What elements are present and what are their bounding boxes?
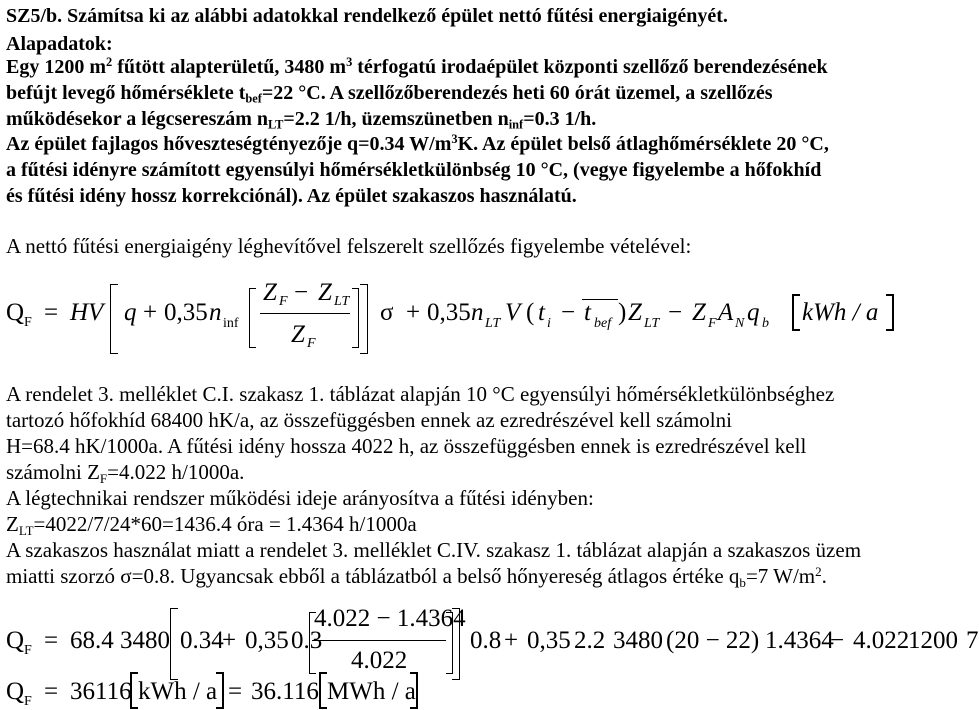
para-2: tartozó hőfokhíd 68400 hK/a, az összefüggésben ennek az ezredrészével kell számolni — [6, 408, 732, 432]
formula-q-sub: F — [24, 315, 32, 330]
frac-num-minus: − — [294, 279, 309, 306]
para-1: A rendelet 3. melléklet C.I. szakasz 1. táblázat alapján 10 °C egyensúlyi hőmérsékletkülönbséghez — [6, 382, 835, 406]
para-6: $Z_{LT}=4022/7/24*60=1436.4$ óra = 1.4364 h/1000a — [6, 512, 417, 538]
calc1-ninf: 0.3 — [291, 627, 323, 654]
task-line-8: és fűtési idény hossz korrekciónál). Az épület szakaszos használatú. — [6, 185, 577, 207]
calc1-v2: 3480 — [613, 627, 663, 654]
result-q: Q — [6, 678, 25, 705]
formula-qb: q — [747, 299, 760, 326]
formula-const2: 0,35 — [427, 299, 471, 326]
task-line-6: Az épület fajlagos hőveszteségtényezője q=0.34 $W/m^3K$. Az épület belső átlaghőmérséklete 20 °C, — [6, 132, 829, 155]
formula-n2-sub: LT — [485, 316, 501, 331]
result-bracket-1-left — [130, 672, 138, 709]
formula-q-small: q — [124, 299, 137, 326]
para-5: A légtechnikai rendszer működési ideje arányosítva a fűtési idényben: — [6, 486, 594, 510]
unit-bracket-left — [792, 294, 800, 331]
calc1-minus: − — [830, 627, 845, 654]
formula-rparen: ) — [618, 299, 627, 326]
formula-plus: + — [143, 299, 158, 326]
para-3: H=68.4 hK/1000a. A fűtési idény hossza 4022 h, az összefüggésben ennek is ezredrészével kell — [6, 434, 807, 458]
formula-zf: Z — [692, 299, 706, 326]
calc1-bracket-left — [170, 608, 178, 680]
formula-tbef: t — [584, 299, 591, 326]
formula-zlt: Z — [628, 299, 642, 326]
result-bracket-2-right — [410, 672, 418, 709]
formula-minus3: − — [668, 299, 683, 326]
frac-num-zlt-sub: LT — [334, 294, 350, 309]
formula-unit: kWh / a — [802, 299, 879, 326]
result-q-sub: F — [24, 694, 32, 709]
calc1-denominator: 4.022 — [351, 647, 408, 674]
result-eq: = — [44, 678, 59, 705]
calc1-h: 68.4 — [70, 627, 114, 654]
calc1-eq: = — [44, 627, 59, 654]
result-eq2: = — [228, 678, 243, 705]
frac-den-zf-sub: F — [307, 336, 316, 351]
calc1-plus2: + — [504, 627, 519, 654]
calc1-zf: 4.022 — [853, 627, 910, 654]
calc1-zlt: 1.4364 — [765, 627, 834, 654]
formula-ti: t — [538, 299, 545, 326]
formula-n-sub: inf — [223, 316, 239, 331]
calc1-v: 3480 — [120, 627, 170, 654]
tbef-overline — [582, 299, 618, 300]
task-line-7: a fűtési idényre számított egyensúlyi hőmérsékletkülönbség 10 °C, (vegye figyelembe a hőfokhíd — [6, 159, 822, 181]
result-bracket-2-left — [319, 672, 327, 709]
formula-qb-sub: b — [762, 316, 769, 331]
calc1-q-val: 0.34 — [180, 627, 224, 654]
calc1-fraction-bar — [312, 640, 446, 641]
paren-right — [352, 288, 359, 348]
calc1-const: 0,35 — [245, 627, 289, 654]
result-value-kwh: 36116 — [70, 678, 132, 705]
calc1-const2: 0,35 — [527, 627, 571, 654]
formula-a: A — [718, 299, 734, 326]
formula-a-sub: N — [735, 316, 745, 331]
result-bracket-1-right — [216, 672, 224, 709]
result-unit-mwh: MWh / a — [327, 678, 416, 705]
frac-num-zf: Z — [263, 279, 277, 306]
frac-num-zlt: Z — [318, 279, 332, 306]
task-line-4: befújt levegő hőmérséklete $t_{bef}=22$ °C. A szellőzőberendezés heti 60 órát üzemel, a szellőzés — [6, 82, 773, 106]
formula-plus2: + — [406, 299, 421, 326]
fraction-bar — [260, 313, 350, 314]
formula-sigma: σ — [380, 299, 394, 326]
solution-intro: A nettó fűtési energiaigény léghevítővel felszerelt szellőzés figyelembe vételével: — [6, 234, 692, 258]
bracket-right — [360, 284, 368, 354]
formula-n: n — [209, 299, 222, 326]
task-title: SZ5/b. Számítsa ki az alábbi adatokkal rendelkező épület nettó fűtési energiaigényét. — [6, 5, 728, 27]
unit-bracket-right — [886, 294, 894, 331]
task-line-5: működésekor a légcsereszám $n_{LT}=2.2$ 1/h, üzemszünetben $n_{inf}=0.3$ 1/h. — [6, 108, 597, 132]
paren-left — [249, 288, 256, 348]
result-unit-kwh: kWh / a — [138, 678, 218, 705]
formula-lparen: ( — [526, 299, 535, 326]
formula-zlt-sub: LT — [644, 316, 660, 331]
formula-minus2: − — [561, 299, 576, 326]
calc1-tdiff: (20 − 22) — [666, 627, 760, 654]
task-line-3: Egy 1200 $m^2$ fűtött alapterületű, 3480 $m^3$ térfogatú irodaépület központi szellőző berendezésének — [6, 55, 828, 78]
formula-n2: n — [471, 299, 484, 326]
formula-tbef-sub: bef — [594, 316, 612, 331]
formula-eq: = — [44, 299, 59, 326]
calc1-plus: + — [222, 627, 237, 654]
calc1-q: Q — [6, 627, 25, 654]
bracket-left — [110, 284, 118, 354]
para-4: számolni $Z_F=4.022$ h/1000a. — [6, 460, 245, 486]
formula-ti-sub: i — [547, 316, 551, 331]
data-heading: Alapadatok: — [6, 33, 113, 55]
frac-num-zf-sub: F — [279, 294, 288, 309]
calc1-qb: 7 — [966, 627, 979, 654]
formula-zf-sub: F — [708, 316, 717, 331]
para-7: A szakaszos használat miatt a rendelet 3. melléklet C.IV. szakasz 1. táblázat alapján a szakaszos üzem — [6, 538, 862, 562]
formula-q: Q — [6, 299, 25, 326]
calc1-q-sub: F — [24, 643, 32, 658]
para-8: miatti szorzó σ=0.8. Ugyancsak ebből a táblázatból a belső hőnyereség átlagos értéke $q_b=7$ $W/m^2$. — [6, 563, 827, 590]
calc1-numerator: 4.022 − 1.4364 — [314, 605, 466, 632]
frac-den-zf: Z — [291, 321, 305, 348]
formula-hv: HV — [70, 299, 104, 326]
calc1-bracket-right — [452, 608, 460, 680]
formula-const: 0,35 — [164, 299, 208, 326]
result-value-mwh: 36.116 — [251, 678, 319, 705]
calc1-sigma: 0.8 — [470, 627, 502, 654]
calc1-an: 1200 — [908, 627, 958, 654]
formula-v: V — [505, 299, 521, 326]
calc1-nlt: 2.2 — [574, 627, 606, 654]
